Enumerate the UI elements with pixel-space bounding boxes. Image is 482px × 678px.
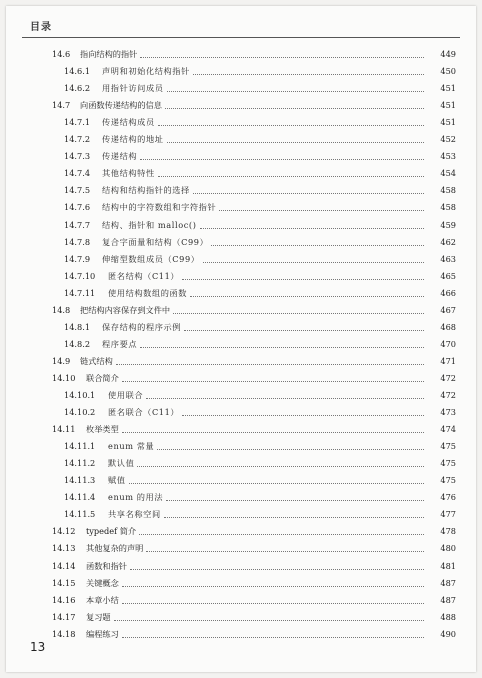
toc-leader-dots (114, 619, 424, 621)
toc-entry-number: 14.17 (52, 611, 76, 622)
toc-entry-number: 14.8 (52, 304, 71, 315)
toc-entry[interactable] (6, 335, 476, 353)
page-number: 13 (30, 640, 46, 654)
toc-entry-page: 476 (440, 492, 456, 503)
toc-entry-page: 475 (440, 475, 456, 486)
toc-entry-number: 14.13 (52, 543, 76, 554)
document-page (6, 6, 476, 672)
toc-entry-title: 匿名结构（C11） (108, 270, 180, 281)
toc-leader-dots (164, 516, 424, 518)
toc-entry-page: 475 (440, 458, 456, 469)
toc-entry-number: 14.11.2 (64, 458, 96, 469)
toc-entry[interactable] (6, 437, 476, 455)
toc-entry-title: 联合简介 (86, 372, 119, 383)
toc-entry-number: 14.7.7 (64, 219, 91, 230)
toc-entry-number: 14.6 (52, 49, 71, 59)
toc-entry-page: 450 (440, 66, 456, 77)
toc-entry[interactable] (6, 267, 476, 285)
toc-entry[interactable] (6, 96, 476, 114)
toc-entry[interactable] (6, 250, 476, 268)
toc-leader-dots (193, 73, 424, 75)
toc-entry-page: 453 (440, 151, 456, 162)
toc-entry[interactable] (6, 454, 476, 472)
toc-entry-number: 14.10.1 (64, 390, 96, 400)
toc-leader-dots (165, 107, 424, 109)
toc-entry-page: 488 (440, 611, 456, 622)
toc-leader-dots (173, 312, 424, 314)
toc-entry[interactable] (6, 403, 476, 421)
toc-entry-page: 473 (440, 407, 456, 418)
toc-leader-dots (200, 227, 424, 229)
toc-entry-number: 14.11.4 (64, 492, 96, 503)
toc-entry[interactable] (6, 369, 476, 387)
toc-entry-title: 指向结构的指针 (80, 49, 138, 59)
toc-entry-title: 传递结构 (102, 151, 138, 162)
toc-leader-dots (193, 192, 424, 194)
toc-entry-number: 14.12 (52, 526, 76, 537)
toc-entry-title: 程序要点 (102, 338, 138, 349)
toc-entry-number: 14.11.5 (64, 509, 96, 520)
toc-entry-page: 458 (440, 185, 456, 196)
toc-entry-number: 14.6.2 (64, 83, 91, 94)
toc-entry-title: 函数和指针 (86, 560, 127, 571)
toc-leader-dots (184, 329, 424, 331)
toc-entry-title: 其他复杂的声明 (86, 543, 144, 554)
toc-leader-dots (122, 431, 424, 433)
toc-leader-dots (140, 56, 424, 58)
toc-entry-page: 480 (440, 543, 456, 554)
toc-entry[interactable] (6, 45, 476, 63)
toc-entry-number: 14.11.1 (64, 441, 96, 452)
toc-entry[interactable] (6, 130, 476, 148)
toc-leader-dots (182, 414, 424, 416)
toc-entry-page: 474 (440, 424, 456, 435)
toc-entry[interactable] (6, 62, 476, 80)
toc-entry-page: 468 (440, 321, 456, 332)
toc-entry-number: 14.7.9 (64, 253, 91, 264)
toc-entry[interactable] (6, 284, 476, 302)
toc-leader-dots (167, 90, 424, 92)
toc-entry-title: 传递结构的地址 (102, 134, 164, 145)
toc-entry-page: 458 (440, 202, 456, 213)
toc-entry[interactable] (6, 608, 476, 626)
toc-entry[interactable] (6, 505, 476, 523)
toc-entry-title: 结构中的字符数组和字符指针 (102, 202, 217, 213)
toc-leader-dots (203, 261, 424, 263)
toc-entry[interactable] (6, 471, 476, 489)
toc-entry-page: 466 (440, 287, 456, 298)
toc-entry[interactable] (6, 420, 476, 438)
toc-entry-page: 454 (440, 168, 456, 179)
toc-entry-page: 481 (440, 560, 456, 571)
toc-leader-dots (157, 448, 424, 450)
toc-entry-number: 14.7.4 (64, 168, 91, 179)
toc-leader-dots (122, 380, 424, 382)
toc-entry-title: 编程练习 (86, 628, 119, 639)
toc-leader-dots (122, 636, 424, 638)
toc-entry-number: 14.14 (52, 560, 76, 571)
toc-entry-title: 其他结构特性 (102, 168, 155, 179)
toc-leader-dots (116, 363, 424, 365)
toc-entry-number: 14.8.2 (64, 338, 91, 349)
toc-entry[interactable] (6, 522, 476, 540)
toc-entry-page: 472 (440, 390, 456, 400)
toc-leader-dots (139, 533, 424, 535)
toc-entry[interactable] (6, 181, 476, 199)
toc-entry-page: 477 (440, 509, 456, 520)
toc-leader-dots (140, 158, 424, 160)
toc-entry-number: 14.7.8 (64, 236, 91, 247)
toc-entry-title: 声明和初始化结构指针 (102, 66, 190, 77)
toc-entry-title: 关键概念 (86, 577, 119, 588)
toc-entry-number: 14.18 (52, 628, 76, 639)
toc-entry[interactable] (6, 164, 476, 182)
toc-leader-dots (122, 602, 424, 604)
toc-leader-dots (219, 209, 424, 211)
toc-entry-title: 使用结构数组的函数 (108, 287, 188, 298)
toc-entry-page: 465 (440, 270, 456, 281)
toc-entry-number: 14.10 (52, 372, 76, 383)
toc-entry-page: 452 (440, 134, 456, 145)
toc-entry-title: 结构、指针和 malloc() (102, 219, 197, 230)
toc-entry-page: 451 (440, 117, 456, 128)
toc-entry-title: 向函数传递结构的信息 (80, 100, 162, 111)
toc-entry-title: 把结构内容保存到文件中 (80, 304, 171, 315)
toc-entry-title: 伸缩型数组成员（C99） (102, 253, 200, 264)
toc-entry-page: 472 (440, 372, 456, 383)
toc-entry[interactable] (6, 233, 476, 251)
toc-entry[interactable] (6, 386, 476, 404)
toc-entry-title: 枚举类型 (86, 424, 119, 435)
toc-entry[interactable] (6, 216, 476, 234)
header-rule (22, 37, 460, 38)
toc-leader-dots (137, 465, 424, 467)
toc-entry-page: 463 (440, 253, 456, 264)
toc-entry-number: 14.6.1 (64, 66, 91, 77)
toc-entry-number: 14.7.6 (64, 202, 91, 213)
toc-entry-page: 475 (440, 441, 456, 452)
toc-entry-page: 462 (440, 236, 456, 247)
toc-entry-page: 459 (440, 219, 456, 230)
toc-entry-page: 467 (440, 304, 456, 315)
toc-entry-number: 14.7.10 (64, 270, 96, 281)
toc-entry-number: 14.7.5 (64, 185, 91, 196)
toc-entry-page: 451 (440, 100, 456, 111)
toc-entry[interactable] (6, 352, 476, 370)
toc-leader-dots (140, 346, 424, 348)
toc-leader-dots (129, 482, 424, 484)
toc-leader-dots (146, 397, 424, 399)
toc-entry-title: enum 的用法 (108, 492, 164, 503)
toc-entry-title: 赋值 (108, 475, 126, 486)
toc-entry-title: 传递结构成员 (102, 117, 155, 128)
toc-entry[interactable] (6, 79, 476, 97)
toc-entry-number: 14.7.11 (64, 287, 96, 298)
toc-leader-dots (158, 124, 424, 126)
toc-entry[interactable] (6, 625, 476, 643)
toc-entry[interactable] (6, 301, 476, 319)
toc-entry-title: typedef 简介 (86, 526, 137, 537)
toc-entry-title: 用指针访问成员 (102, 83, 164, 94)
toc-entry-number: 14.11 (52, 424, 76, 435)
toc-entry[interactable] (6, 574, 476, 592)
toc-entry-number: 14.15 (52, 577, 76, 588)
toc-entry-page: 478 (440, 526, 456, 537)
toc-entry-page: 470 (440, 338, 456, 349)
toc-entry-number: 14.7 (52, 100, 71, 111)
toc-leader-dots (130, 568, 424, 570)
toc-entry-number: 14.7.1 (64, 117, 91, 128)
toc-leader-dots (211, 244, 424, 246)
toc-entry-page: 451 (440, 83, 456, 94)
toc-entry[interactable] (6, 539, 476, 557)
toc-leader-dots (122, 585, 424, 587)
toc-leader-dots (182, 278, 424, 280)
toc-entry[interactable] (6, 198, 476, 216)
toc-entry[interactable] (6, 147, 476, 165)
toc-entry-page: 487 (440, 577, 456, 588)
toc-entry-title: 默认值 (108, 458, 135, 469)
toc-entry-title: 复习题 (86, 611, 111, 622)
toc-entry-title: 保存结构的程序示例 (102, 321, 182, 332)
toc-entry-number: 14.16 (52, 594, 76, 605)
toc-leader-dots (166, 499, 424, 501)
toc-entry-title: 匿名联合（C11） (108, 407, 180, 418)
toc-leader-dots (158, 175, 424, 177)
toc-entry-title: 本章小结 (86, 594, 119, 605)
toc-entry-title: 共享名称空间 (108, 509, 161, 520)
toc-entry-title: 结构和结构指针的选择 (102, 185, 190, 196)
toc-entry[interactable] (6, 557, 476, 575)
toc-leader-dots (146, 550, 424, 552)
toc-entry-number: 14.8.1 (64, 321, 91, 332)
toc-entry-title: 使用联合 (108, 390, 144, 400)
toc-leader-dots (190, 295, 424, 297)
toc-entry-page: 487 (440, 594, 456, 605)
toc-entry[interactable] (6, 488, 476, 506)
toc-entry-number: 14.11.3 (64, 475, 96, 486)
running-header-title: 目录 (30, 22, 52, 33)
toc-entry-number: 14.10.2 (64, 407, 96, 418)
toc-entry-title: 复合字面量和结构（C99） (102, 236, 209, 247)
toc-entry-page: 471 (440, 355, 456, 366)
toc-entry-number: 14.7.3 (64, 151, 91, 162)
toc-entry-number: 14.7.2 (64, 134, 91, 145)
toc-entry-title: enum 常量 (108, 441, 155, 452)
toc-entry[interactable] (6, 591, 476, 609)
toc-entry-number: 14.9 (52, 355, 71, 366)
toc-entry-title: 链式结构 (80, 355, 113, 366)
toc-entry-page: 449 (440, 49, 456, 59)
toc-entry[interactable] (6, 113, 476, 131)
toc-leader-dots (167, 141, 424, 143)
toc-entry[interactable] (6, 318, 476, 336)
toc-entry-page: 490 (440, 628, 456, 639)
